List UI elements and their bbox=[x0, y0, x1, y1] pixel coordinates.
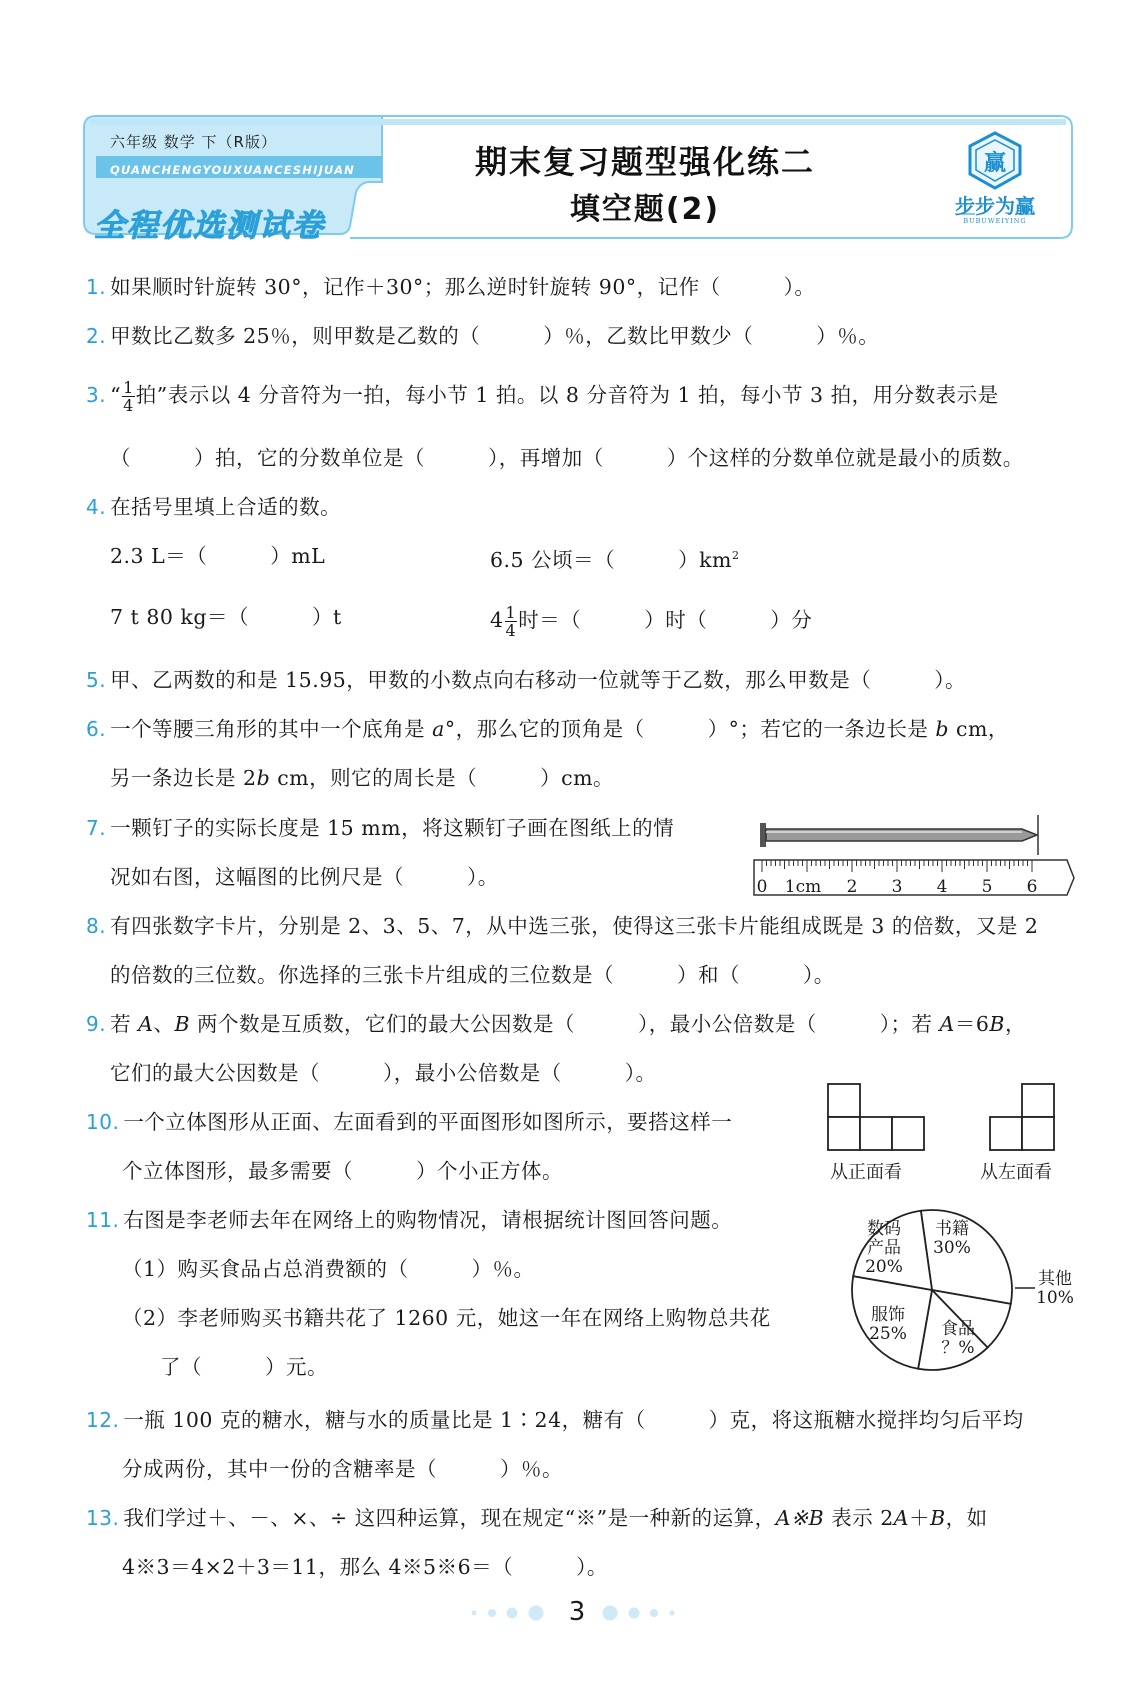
question-9 bbox=[86, 1011, 1026, 1037]
ruler-tick-label: 3 bbox=[891, 877, 903, 897]
question-4b-text: 6.5 公顷＝（ ）km bbox=[490, 547, 732, 572]
question-number: 5. bbox=[86, 668, 107, 692]
question-1 bbox=[86, 274, 815, 300]
pie-slice-label: 书籍 30% bbox=[933, 1219, 971, 1258]
question-4d bbox=[490, 604, 812, 639]
question-text: ＝6 bbox=[954, 1012, 990, 1036]
question-text: 另一条边长是 2 bbox=[110, 766, 257, 790]
question-text: 有四张数字卡片，分别是 2、3、5、7，从中选三张，使得这三张卡片能组成既是 3 的倍数，又是 2 bbox=[110, 914, 1039, 938]
fraction bbox=[122, 379, 135, 414]
variable-B: B bbox=[930, 1506, 946, 1530]
pie-slice-label: 服饰 25% bbox=[869, 1305, 907, 1344]
left-view-figure bbox=[988, 1082, 1058, 1154]
front-view-figure bbox=[826, 1082, 926, 1154]
question-number: 3. bbox=[86, 383, 107, 407]
question-text: 表示 2 bbox=[824, 1506, 894, 1530]
expression: A※B bbox=[775, 1506, 825, 1530]
question-4d-text: 时＝（ ）时（ ）分 bbox=[518, 608, 813, 632]
question-11-sub-2-line-2: 了（ ）元。 bbox=[160, 1355, 328, 1379]
mixed-number-whole: 4 bbox=[490, 608, 504, 632]
question-text: ， bbox=[1004, 1012, 1026, 1036]
grade-label: 六年级 数学 下（R版） bbox=[110, 133, 277, 151]
question-text: cm， bbox=[948, 717, 1009, 741]
question-text: 一颗钉子的实际长度是 15 mm，将这颗钉子画在图纸上的情 bbox=[110, 816, 675, 840]
question-number: 13. bbox=[86, 1506, 120, 1530]
question-number: 11. bbox=[86, 1208, 120, 1232]
question-9-line-2: 它们的最大公因数是（ ），最小公倍数是（ ）。 bbox=[110, 1061, 657, 1085]
variable-a: a bbox=[432, 717, 445, 741]
question-number: 10. bbox=[86, 1110, 120, 1134]
pie-slice-label: 食品 ？% bbox=[941, 1319, 975, 1358]
ruler-tick-label: 0 bbox=[756, 877, 768, 897]
page-title: 期末复习题型强化练二 bbox=[474, 143, 815, 181]
question-number: 1. bbox=[86, 275, 107, 299]
question-text: 右图是李老师去年在网络上的购物情况，请根据统计图回答问题。 bbox=[123, 1208, 733, 1232]
question-text: 拍”表示以 4 分音符为一拍，每小节 1 拍。以 8 分音符为 1 拍，每小节 3 拍，用分数表示是 bbox=[135, 383, 999, 407]
question-10 bbox=[86, 1109, 732, 1135]
variable-b: b bbox=[256, 766, 271, 790]
question-number: 4. bbox=[86, 495, 107, 519]
question-8-line-2: 的倍数的三位数。你选择的三张卡片组成的三位数是（ ）和（ ）。 bbox=[110, 963, 835, 987]
question-text: 一个等腰三角形的其中一个底角是 bbox=[110, 717, 433, 741]
question-number: 6. bbox=[86, 717, 107, 741]
question-text: ＋ bbox=[909, 1506, 931, 1530]
question-text: 若 bbox=[110, 1012, 139, 1036]
variable-A: A bbox=[138, 1012, 154, 1036]
question-4a: 2.3 L＝（ ）mL bbox=[110, 544, 326, 568]
pie-slice-label: 数码 产品 20% bbox=[865, 1219, 903, 1277]
fraction bbox=[505, 604, 518, 639]
question-6 bbox=[86, 716, 1009, 742]
ruler-tick-label: 2 bbox=[846, 877, 858, 897]
question-11 bbox=[86, 1207, 732, 1233]
brand-pinyin: BUBUWEIYING bbox=[963, 217, 1027, 225]
question-text: 甲数比乙数多 25％，则甲数是乙数的（ ）％，乙数比甲数少（ ）％。 bbox=[110, 324, 880, 348]
left-view-label: 从左面看 bbox=[980, 1162, 1052, 1183]
nail-icon bbox=[760, 815, 1038, 855]
question-text: 一瓶 100 克的糖水，糖与水的质量比是 1∶24，糖有（ ）克，将这瓶糖水搅拌均匀后平均 bbox=[123, 1408, 1024, 1432]
question-7 bbox=[86, 815, 674, 841]
question-text: cm，则它的周长是（ ）cm。 bbox=[270, 766, 615, 790]
page-number: 3 bbox=[568, 1597, 586, 1627]
question-3-line-2: （ ）拍，它的分数单位是（ ），再增加（ ）个这样的分数单位就是最小的质数。 bbox=[110, 446, 1024, 470]
fraction-numerator: 1 bbox=[123, 378, 134, 397]
front-view-label: 从正面看 bbox=[830, 1162, 902, 1183]
question-number: 7. bbox=[86, 816, 107, 840]
question-text: 如果顺时针旋转 30°，记作＋30°；那么逆时针旋转 90°，记作（ ）。 bbox=[110, 275, 816, 299]
variable-B: B bbox=[989, 1012, 1005, 1036]
brand-name: 步步为赢 bbox=[955, 194, 1035, 218]
question-7-line-2: 况如右图，这幅图的比例尺是（ ）。 bbox=[110, 865, 499, 889]
quote-open: “ bbox=[110, 383, 122, 407]
question-number: 8. bbox=[86, 914, 107, 938]
question-5 bbox=[86, 667, 966, 693]
page-subtitle: 填空题(2) bbox=[569, 192, 721, 227]
question-13 bbox=[86, 1505, 988, 1531]
question-4b bbox=[490, 543, 739, 573]
ruler-tick-label: 1cm bbox=[784, 877, 822, 897]
question-4 bbox=[86, 494, 341, 520]
fraction-denominator: 4 bbox=[505, 621, 517, 640]
question-number: 12. bbox=[86, 1408, 120, 1432]
page-header bbox=[0, 0, 1145, 250]
ruler-tick-label: 6 bbox=[1026, 877, 1038, 897]
question-text: 一个立体图形从正面、左面看到的平面图形如图所示，要搭这样一 bbox=[123, 1110, 733, 1134]
fraction-numerator: 1 bbox=[505, 603, 517, 622]
variable-B: B bbox=[174, 1012, 191, 1036]
question-13-line-2: 4※3＝4×2＋3＝11，那么 4※5※6＝（ ）。 bbox=[122, 1555, 608, 1579]
question-text: 甲、乙两数的和是 15.95，甲数的小数点向右移动一位就等于乙数，那么甲数是（ ）。 bbox=[110, 668, 967, 692]
fraction-denominator: 4 bbox=[123, 396, 134, 415]
question-2 bbox=[86, 323, 879, 349]
question-3 bbox=[86, 379, 999, 414]
question-text: °，那么它的顶角是（ ）°；若它的一条边长是 bbox=[444, 717, 936, 741]
variable-A: A bbox=[939, 1012, 955, 1036]
series-pinyin: QUANCHENGYOUXUANCESHIJUAN bbox=[110, 163, 355, 177]
question-number: 9. bbox=[86, 1012, 107, 1036]
nail-ruler-figure bbox=[752, 810, 1082, 906]
ruler-tick-label: 5 bbox=[981, 877, 993, 897]
question-12-line-2: 分成两份，其中一份的含糖率是（ ）％。 bbox=[122, 1457, 563, 1481]
question-12 bbox=[86, 1407, 1024, 1433]
variable-A: A bbox=[893, 1506, 910, 1530]
variable-b: b bbox=[935, 717, 949, 741]
question-11-sub-1: （1）购买食品占总消费额的（ ）％。 bbox=[122, 1257, 535, 1281]
question-text: 在括号里填上合适的数。 bbox=[110, 495, 342, 519]
pie-slice-label: 其他 10% bbox=[1036, 1269, 1074, 1308]
question-10-line-2: 个立体图形，最多需要（ ）个小正方体。 bbox=[122, 1159, 563, 1183]
question-text: 我们学过＋、－、×、÷ 这四种运算，现在规定“※”是一种新的运算， bbox=[123, 1506, 776, 1530]
question-11-sub-2: （2）李老师购买书籍共花了 1260 元，她这一年在网络上购物总共花 bbox=[122, 1306, 771, 1330]
question-6-line-2 bbox=[110, 765, 614, 791]
separator: 、 bbox=[153, 1012, 175, 1036]
question-4c: 7 t 80 kg＝（ ）t bbox=[110, 605, 342, 629]
ruler-tick-label: 4 bbox=[936, 877, 948, 897]
superscript: 2 bbox=[731, 549, 740, 562]
question-text: ，如 bbox=[945, 1506, 988, 1530]
question-8 bbox=[86, 913, 1038, 939]
question-text: 两个数是互质数，它们的最大公因数是（ ），最小公倍数是（ ）；若 bbox=[190, 1012, 940, 1036]
svg-text:赢: 赢 bbox=[983, 151, 1007, 176]
series-name: 全程优选测试卷 bbox=[94, 208, 325, 244]
question-number: 2. bbox=[86, 324, 107, 348]
